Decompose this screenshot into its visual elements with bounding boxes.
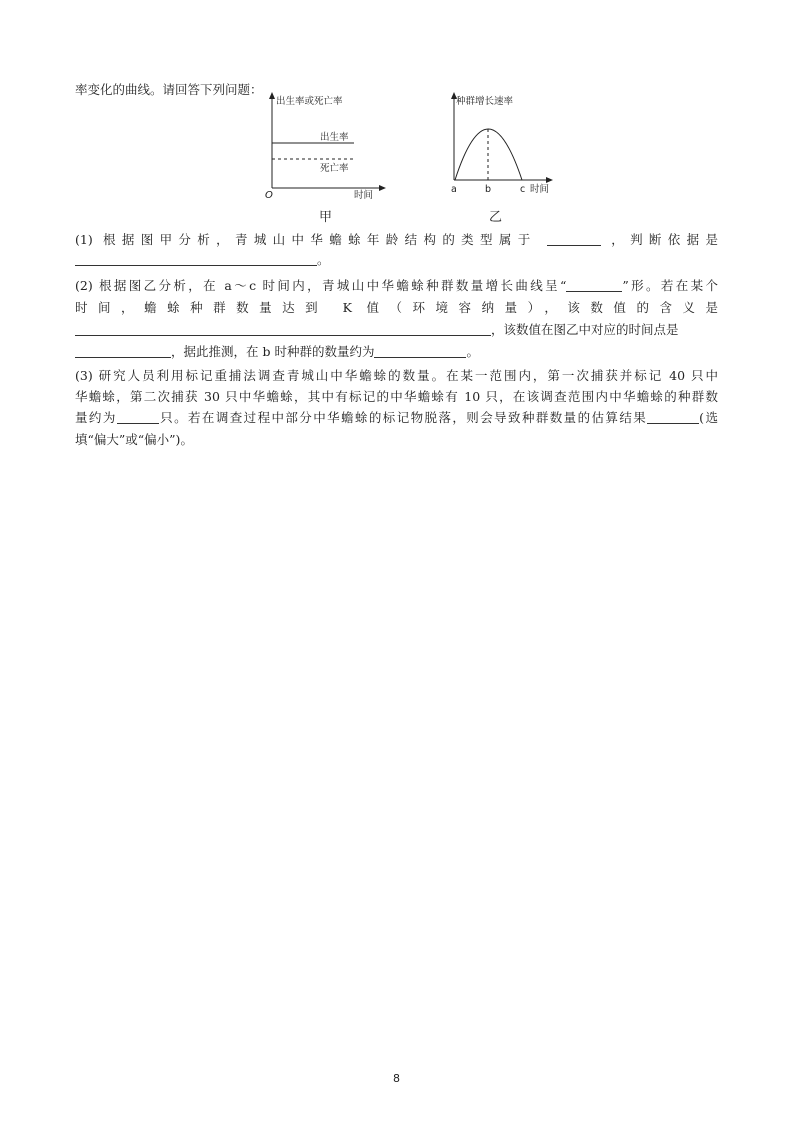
figure-a-y-label: 出生率或死亡率: [276, 96, 343, 107]
q2-blank2: [75, 322, 491, 336]
q1-blank1: [547, 232, 601, 246]
q3-blank1: [117, 410, 159, 424]
tick-c: c: [520, 184, 526, 195]
q3-line2: 华蟾蜍，第二次捕获 30 只中华蟾蜍，其中有标记的中华蟾蜍有 10 只，在该调查范围内中华蟾蜍的种群数: [75, 389, 718, 404]
q3-blank2: [647, 410, 699, 424]
page-number: 8: [393, 1072, 400, 1085]
q3-line4: 填“偏大”或“偏小”)。: [75, 432, 193, 447]
q2-blank3: [75, 344, 171, 358]
q2-line2: 时间，蟾蜍种群数量达到 K 值（环境容纳量），该数值的含义是: [75, 300, 718, 315]
figure-a-origin: O: [265, 190, 273, 201]
figure-b-caption: 乙: [489, 210, 503, 225]
figure-b-graph: [446, 92, 566, 202]
figure-a-line2-label: 死亡率: [320, 163, 349, 174]
figure-a-x-label: 时间: [354, 190, 374, 201]
q1-line1: (1) 根据图甲分析，青城山中华蟾蜍年龄结构的类型属于 ，判断依据是: [75, 232, 718, 247]
figure-a-line1-label: 出生率: [320, 132, 349, 143]
q3-line3: 量约为 只。若在调查过程中部分中华蟾蜍的标记物脱落，则会导致种群数量的估算结果 (选: [75, 410, 718, 425]
figure-b-x-label: 时间: [530, 184, 550, 195]
tick-a: a: [451, 184, 457, 195]
figure-a-caption: 甲: [319, 210, 333, 225]
q1-blank2: [75, 252, 317, 266]
figure-b-y-label: 种群增长速率: [456, 96, 514, 107]
q2-line4: ，据此推测，在 b 时种群的数量约为 。: [75, 342, 479, 360]
q2-line3: ，该数值在图乙中对应的时间点是: [75, 320, 679, 338]
intro-text: 率变化的曲线。请回答下列问题：: [75, 82, 263, 97]
q3-line1: (3) 研究人员利用标记重捕法调查青城山中华蟾蜍的数量。在某一范围内，第一次捕获并标记 40 只中: [75, 368, 718, 383]
figure-b: [446, 92, 566, 206]
q2-blank4: [374, 344, 466, 358]
figure-a-graph: [262, 92, 392, 202]
q1-line2: 。: [75, 250, 330, 268]
q2-line1: (2) 根据图乙分析，在 a～c 时间内，青城山中华蟾蜍种群数量增长曲线呈“ ”形。若在某个: [75, 278, 718, 293]
figure-a: [262, 92, 392, 206]
tick-b: b: [485, 184, 492, 195]
q2-blank1: [566, 278, 622, 292]
